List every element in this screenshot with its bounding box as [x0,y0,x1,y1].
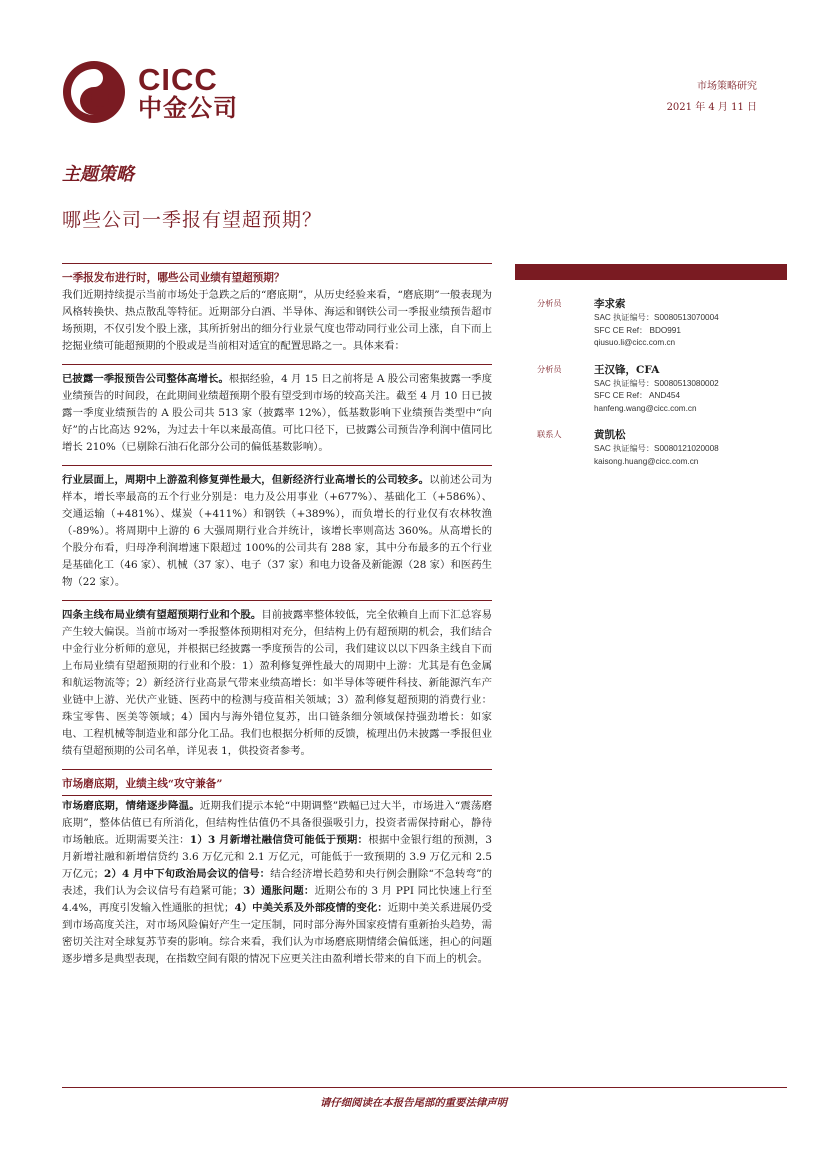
report-type: 市场策略研究 [697,81,757,92]
page-title: 哪些公司一季报有望超预期？ [62,209,323,231]
logo-text-en: CICC [138,62,218,97]
analyst-email[interactable]: kaisong.huang@cicc.com.cn [594,456,699,466]
item-3-lead: 3）通胀问题： [243,885,315,897]
sidebar-header-bar [515,264,787,280]
item-2-lead: 2）4 月中下旬政治局会议的信号： [104,868,271,880]
analyst-entry [537,362,787,416]
report-date: 2021 年 4 月 11 日 [666,102,757,113]
analyst-role: 分析员 [537,298,562,308]
paragraph-1-text: 根据经验，4 月 15 日之前将是 A 股公司密集披露一季度业绩预告的时间段，在此期间业绩超预期个股有望受到市场的较高关注。截至 4 月 10 日已披露一季度业绩预告的 A 股公司共 513 家（披露率 12%），低基数影响下业绩预告类型中“向好”的占比高达 92%，为过去十年以来最高值。可比口径下，已披露公司预告净利润中值同比增长 210%（已剔除石油石化部分公司的偏低基数影响）。 [62,373,493,453]
analyst-sac: SAC 执证编号：S0080513070004 [594,313,719,322]
analyst-sac: SAC 执证编号：S0080513080002 [594,378,719,388]
intro-paragraph [62,287,492,355]
item-3-text: 近期公布的 3 月 PPI 同比快速上行至 4.4%，再度引发输入性通胀的担忧； [62,885,492,914]
analyst-entry [537,427,787,468]
paragraph-4-lead: 市场磨底期，情绪逐步降温。 [62,800,200,812]
item-2-text: 结合经济增长趋势和央行例会删除“不急转弯”的表述，我们认为会议信号有趋紧可能； [62,868,493,897]
divider [62,364,492,365]
paragraph-2-text: 以前述公司为样本，增长率最高的五个行业分别是：电力及公用事业（+677%）、基础化工（+586%）、交通运输（+481%）、煤炭（+411%）和钢铁（+389%），而负增长的行业仅有农林牧渔（-89%）。将周期中上游的 6 大强周期行业合并统计，该增长率则高达 360%。从高增长的个股分布看，归母净利润增速下限超过 100%的公司共有 288 家，其中分布最多的五个行业是基础化工（46 家）、机械（37 家）、电子（37 家）和电力设备及新能源（28 家）和医药生物（22 家）。 [62,474,492,588]
analyst-role: 联系人 [537,429,562,439]
analyst-email[interactable]: qiusuo.li@cicc.com.cn [594,338,676,347]
analyst-name: 王汉锋，CFA [594,363,660,376]
divider [62,263,492,264]
analyst-sfc: SFC CE Ref： AND454 [594,391,680,400]
divider [62,465,492,466]
market-heading: 市场磨底期，业绩主线“攻守兼备” [62,778,223,790]
analyst-role: 分析员 [537,363,562,374]
paragraph-1-lead: 已披露一季报预告公司整体高增长。 [62,373,229,385]
analyst-panel [537,296,787,480]
item-1-text: 根据中金银行组的预测，3 月新增社融和新增信贷约 3.6 万亿元和 2.1 万亿元，可能低于一致预期的 3.9 万亿元和 2.5 万亿元； [62,834,493,880]
item-4-lead: 4）中美关系及外部疫情的变化： [234,902,388,914]
analyst-name: 黄凯松 [594,429,626,441]
divider [62,769,492,770]
analyst-email[interactable]: hanfeng.wang@cicc.com.cn [594,403,697,413]
company-logo [62,60,252,126]
analyst-name: 李求索 [594,298,626,310]
paragraph-4 [62,798,492,968]
analyst-sfc: SFC CE Ref： BDO991 [594,325,681,335]
intro-heading: 一季报发布进行时，哪些公司业绩有望超预期？ [62,272,285,284]
analyst-sac: SAC 执证编号：S0080121020008 [594,444,719,453]
footer-rule [62,1087,787,1088]
item-4-text: 近期中美关系进展仍受到市场高度关注，对市场风险偏好产生一定压制，同时部分海外国家疫情有重新抬头趋势，需密切关注对全球复苏节奏的影响。综合来看，我们认为市场磨底期情绪会偏低迷，担心的问题逐步增多是典型表现，在指数空间有限的情况下应更关注由盈利增长带来的自下而上的机会。 [62,902,492,965]
main-body [62,263,492,977]
logo-text-cn: 中金公司 [138,94,238,122]
report-meta [667,76,757,118]
divider [62,795,492,796]
section-label: 主题策略 [62,164,134,185]
paragraph-1 [62,371,492,456]
paragraph-2-lead: 行业层面上，周期中上游盈利修复弹性最大，但新经济行业高增长的公司较多。 [62,474,430,486]
divider [62,600,492,601]
paragraph-2 [62,472,492,591]
paragraph-4-text-a: 近期我们提示本轮“中期调整”跌幅已过大半，市场进入“震荡磨底期”，整体估值已有所消化，但结构性估值仍不具备很强吸引力，投资者需保持耐心，静待市场触底。近期需要关注： [62,800,493,846]
legal-disclaimer-notice: 请仔细阅读在本报告尾部的重要法律声明 [319,1097,508,1109]
paragraph-3-text: 目前披露率整体较低，完全依赖自上而下汇总容易产生较大偏误。当前市场对一季报整体预期相对充分，但结构上仍有超预期的机会，我们结合中金行业分析师的意见，并根据已经披露一季度预告的公司，我们建议以以下四条主线自下而上布局业绩有望超预期的行业和个股：1）盈利修复弹性最大的周期中上游：尤其是有色金属和航运物流等；2）新经济行业高景气带来业绩高增长：如半导体等硬件科技、新能源汽车产业链中上游、光伏产业链、医药中的检测与疫苗相关领域；3）盈利修复超预期的消费行业：珠宝零售、医美等领域；4）国内与海外错位复苏，出口链条细分领域保持强劲增长：如家电、工程机械等制造业和部分化工品。我们也根据分析师的反馈，梳理出仍未披露一季报但业绩有望超预期的公司名单，详见表 1，供投资者参考。 [62,609,492,757]
intro-text: 我们近期持续提示当前市场处于急跌之后的“磨底期”，从历史经验来看，“磨底期”一般表现为风格转换快、热点散乱等特征。近期部分白酒、半导体、海运和钢铁公司一季报业绩预告超市场预期，不仅引发个股上涨，其所折射出的细分行业景气度也带动同行业公司上涨，自下而上挖掘业绩可能超预期的个股或是当前相对适宜的配置思路之一。具体来看： [62,289,492,352]
paragraph-3 [62,607,492,760]
item-1-lead: 1）3 月新增社融信贷可能低于预期： [189,834,369,846]
cicc-logo-icon [62,60,126,124]
analyst-entry [537,296,787,350]
paragraph-3-lead: 四条主线布局业绩有望超预期行业和个股。 [62,609,262,621]
